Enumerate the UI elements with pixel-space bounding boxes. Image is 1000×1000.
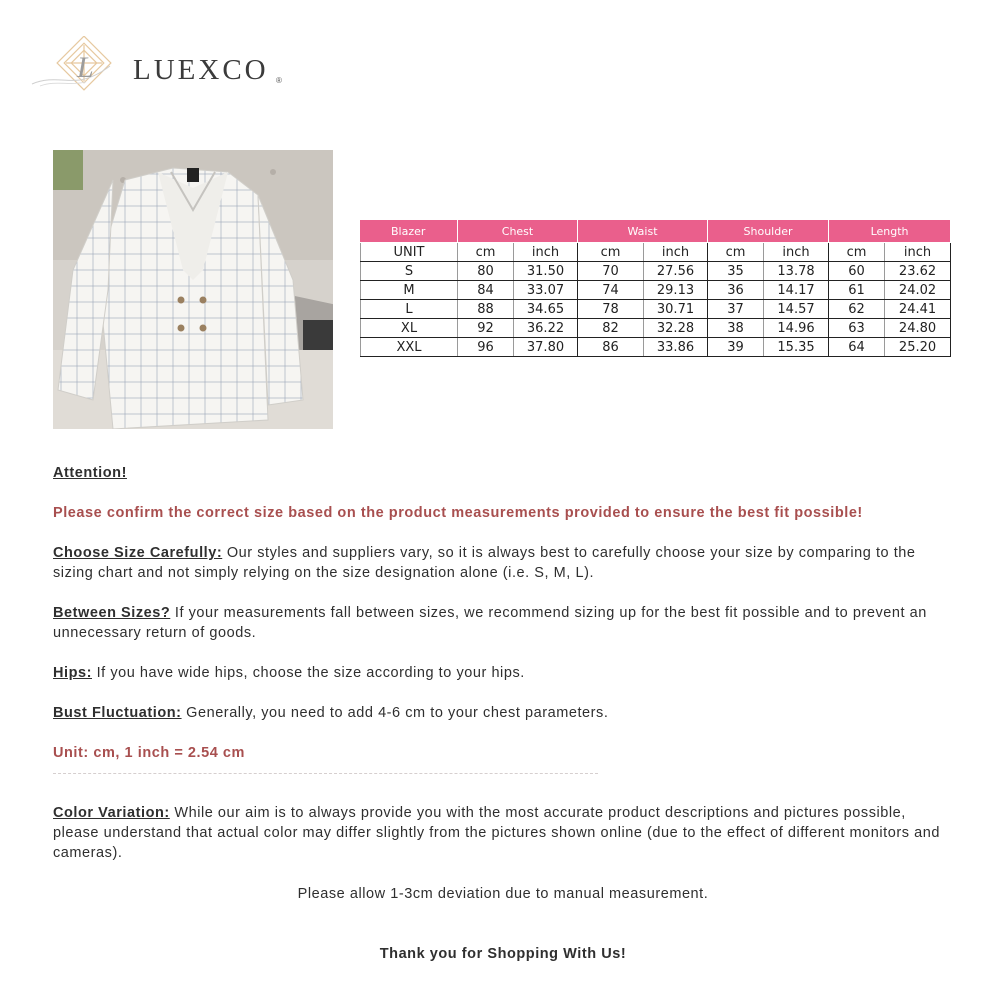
table-cell: cm — [458, 243, 514, 262]
product-photo — [53, 150, 333, 429]
choose-size-label: Choose Size Carefully: — [53, 545, 223, 561]
table-unit-row — [361, 243, 951, 262]
table-cell: 32.28 — [644, 319, 708, 338]
deviation-note: Please allow 1-3cm deviation due to manual measurement. — [297, 886, 709, 902]
table-cell: XXL — [361, 338, 458, 357]
unit-notice: Unit: cm, 1 inch = 2.54 cm — [53, 745, 245, 761]
choose-size-text: Our styles and suppliers vary, so it is always best to carefully choose your size by comparing to the sizing chart and not simply relying on the size designation alone (i.e. S, M, L). — [53, 545, 916, 581]
table-cell: 14.17 — [764, 281, 829, 300]
table-row — [361, 319, 951, 338]
table-cell: M — [361, 281, 458, 300]
hips-text: If you have wide hips, choose the size according to your hips. — [92, 665, 525, 681]
table-row — [361, 338, 951, 357]
between-sizes-label: Between Sizes? — [53, 605, 171, 621]
table-cell: 64 — [829, 338, 885, 357]
header-chest: Chest — [458, 220, 578, 243]
table-cell: 34.65 — [514, 300, 578, 319]
table-cell: 24.80 — [885, 319, 951, 338]
table-cell: XL — [361, 319, 458, 338]
table-cell: 33.07 — [514, 281, 578, 300]
divider — [53, 773, 598, 774]
table-cell: L — [361, 300, 458, 319]
table-cell: 92 — [458, 319, 514, 338]
table-header-row — [361, 220, 951, 243]
attention-heading — [53, 463, 953, 483]
header-length: Length — [829, 220, 951, 243]
table-cell: 36 — [708, 281, 764, 300]
between-sizes-text: If your measurements fall between sizes, we recommend sizing up for the best fit possible and to prevent an unnecessary return of goods. — [53, 605, 927, 641]
table-cell: 88 — [458, 300, 514, 319]
table-cell: 82 — [578, 319, 644, 338]
table-cell: 13.78 — [764, 262, 829, 281]
table-row — [361, 300, 951, 319]
bust-text: Generally, you need to add 4-6 cm to your chest parameters. — [181, 705, 609, 721]
table-cell: 30.71 — [644, 300, 708, 319]
table-cell: 62 — [829, 300, 885, 319]
table-cell: inch — [644, 243, 708, 262]
table-cell: 27.56 — [644, 262, 708, 281]
table-cell: 24.41 — [885, 300, 951, 319]
table-cell: UNIT — [361, 243, 458, 262]
table-cell: inch — [514, 243, 578, 262]
table-cell: cm — [829, 243, 885, 262]
table-cell: 39 — [708, 338, 764, 357]
confirm-notice: Please confirm the correct size based on the product measurements provided to ensure the best fit possible! — [53, 505, 863, 521]
table-cell: 31.50 — [514, 262, 578, 281]
table-row — [361, 262, 951, 281]
table-cell: 24.02 — [885, 281, 951, 300]
table-cell: S — [361, 262, 458, 281]
table-cell: 70 — [578, 262, 644, 281]
bust-paragraph — [53, 703, 953, 723]
table-cell: 14.96 — [764, 319, 829, 338]
table-row — [361, 281, 951, 300]
table-cell: 78 — [578, 300, 644, 319]
table-cell: 23.62 — [885, 262, 951, 281]
table-cell: 38 — [708, 319, 764, 338]
color-variation-text: While our aim is to always provide you with the most accurate product descriptions and pictures possible, please understand that actual color may differ slightly from the pictures shown online (due to the effect of different monitors and cameras). — [53, 805, 940, 861]
table-cell: 80 — [458, 262, 514, 281]
table-cell: 74 — [578, 281, 644, 300]
color-variation-label: Color Variation: — [53, 805, 170, 821]
logo-emblem-icon — [30, 36, 134, 102]
table-cell: 15.35 — [764, 338, 829, 357]
brand-logo — [30, 36, 300, 102]
color-variation-paragraph — [53, 803, 953, 863]
header-waist: Waist — [578, 220, 708, 243]
table-cell: 37 — [708, 300, 764, 319]
table-corner-header: Blazer — [361, 220, 458, 243]
table-cell: 84 — [458, 281, 514, 300]
brand-name: LUEXCO — [133, 54, 269, 86]
table-cell: 96 — [458, 338, 514, 357]
table-cell: 61 — [829, 281, 885, 300]
table-cell: 25.20 — [885, 338, 951, 357]
table-cell: cm — [578, 243, 644, 262]
table-cell: 63 — [829, 319, 885, 338]
table-cell: inch — [885, 243, 951, 262]
bust-label: Bust Fluctuation: — [53, 705, 182, 721]
size-chart-table — [360, 219, 951, 357]
table-cell: cm — [708, 243, 764, 262]
table-cell: 86 — [578, 338, 644, 357]
choose-size-paragraph — [53, 543, 953, 583]
header-shoulder: Shoulder — [708, 220, 829, 243]
between-sizes-paragraph — [53, 603, 953, 643]
table-cell: 36.22 — [514, 319, 578, 338]
table-cell: 14.57 — [764, 300, 829, 319]
hips-label: Hips: — [53, 665, 92, 681]
table-cell: 29.13 — [644, 281, 708, 300]
attention-label: Attention! — [53, 465, 127, 481]
thanks-message: Thank you for Shopping With Us! — [379, 946, 627, 962]
brand-reg-mark: ® — [276, 76, 282, 85]
table-cell: 60 — [829, 262, 885, 281]
table-cell: 35 — [708, 262, 764, 281]
table-cell: 37.80 — [514, 338, 578, 357]
table-cell: 33.86 — [644, 338, 708, 357]
table-cell: inch — [764, 243, 829, 262]
logo-monogram: L — [77, 51, 94, 84]
hips-paragraph — [53, 663, 953, 683]
